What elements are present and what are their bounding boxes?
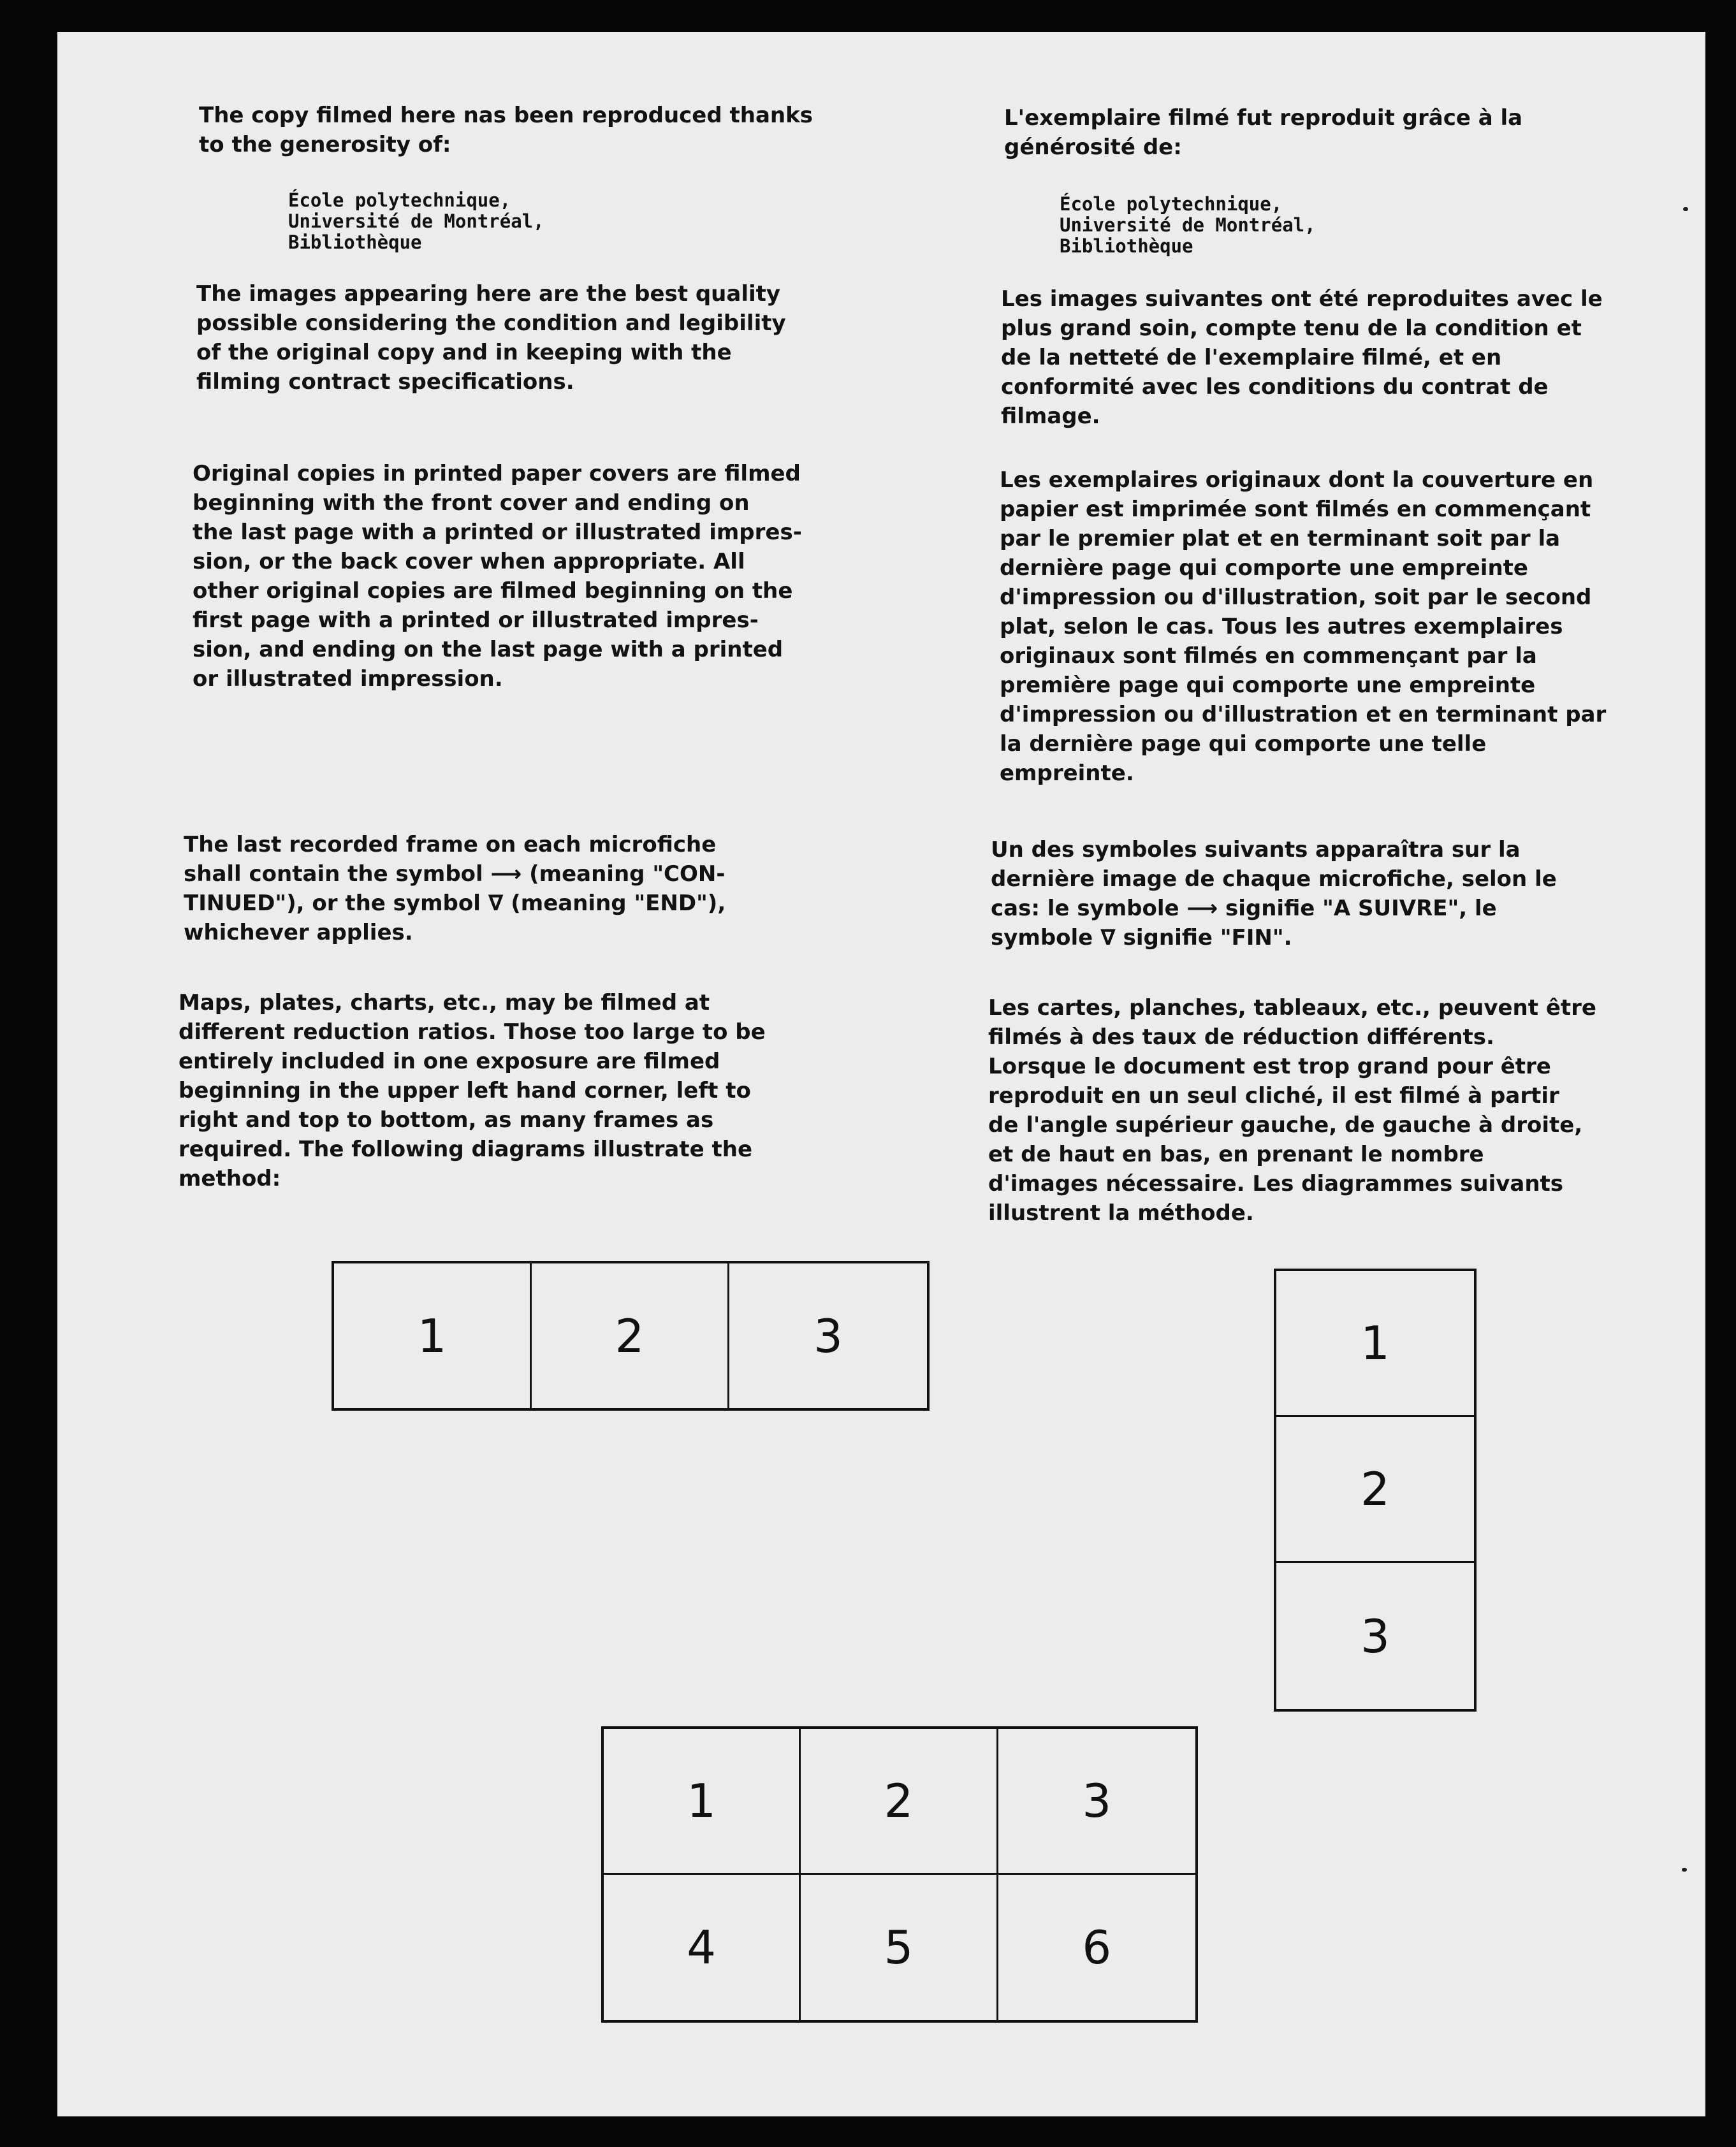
text-line: The last recorded frame on each microfiche xyxy=(184,832,717,857)
text-line: entirely included in one exposure are filmed xyxy=(179,1049,720,1074)
en-quality-paragraph xyxy=(196,279,786,397)
text-line: whichever applies. xyxy=(184,920,413,945)
text-line: filmage. xyxy=(1001,404,1100,429)
text-line: École polytechnique, xyxy=(288,189,511,211)
text-line: conformité avec les conditions du contrat de xyxy=(1001,374,1549,400)
text-line xyxy=(991,894,1557,923)
text-line: possible considering the condition and legibility xyxy=(196,310,786,336)
text-line: filming contract specifications. xyxy=(196,369,574,395)
text-line: Bibliothèque xyxy=(1060,235,1193,257)
text-line: Bibliothèque xyxy=(288,231,422,253)
text-line: reproduit en un seul cliché, il est filmé à partir xyxy=(988,1083,1559,1109)
text-line: d'impression ou d'illustration, soit par le second xyxy=(1000,585,1592,610)
text-line: the last page with a printed or illustrated impres- xyxy=(193,520,802,545)
text-line: originaux sont filmés en commençant par la xyxy=(1000,643,1537,669)
text-line: The images appearing here are the best quality xyxy=(196,281,781,307)
fr-symbols-paragraph xyxy=(991,835,1557,952)
text-line: illustrent la méthode. xyxy=(988,1200,1254,1226)
text-line: papier est imprimée sont filmés en commençant xyxy=(1000,497,1591,522)
text-line: first page with a printed or illustrated impres- xyxy=(193,608,759,633)
text-line: required. The following diagrams illustrate the xyxy=(179,1137,753,1162)
text-line: to the generosity of: xyxy=(199,132,451,157)
text-line xyxy=(991,923,1557,952)
text-line: Original copies in printed paper covers are filmed xyxy=(193,461,801,486)
en-institution xyxy=(288,190,544,253)
text-line: different reduction ratios. Those too large to be xyxy=(179,1019,766,1045)
text-line: other original copies are filmed beginning on the xyxy=(193,578,793,604)
text-fragment: (meaning "END"), xyxy=(511,891,726,916)
microfiche-target-sheet xyxy=(57,32,1705,2116)
text-fragment: TINUED"), or the symbol xyxy=(184,891,481,916)
text-line: Les cartes, planches, tableaux, etc., peuvent être xyxy=(988,995,1596,1021)
frame-cell: 2 xyxy=(801,1729,998,1875)
text-line: beginning with the front cover and ending on xyxy=(193,490,750,516)
fr-institution xyxy=(1060,194,1316,257)
frame-cell: 3 xyxy=(813,1309,843,1363)
frame-cell: 1 xyxy=(334,1263,532,1408)
scan-speck xyxy=(1682,1868,1687,1872)
text-line: Université de Montréal, xyxy=(288,210,544,232)
text-line: par le premier plat et en terminant soit par la xyxy=(1000,526,1561,551)
end-triangle-icon: ∇ xyxy=(488,891,504,916)
text-line xyxy=(184,859,726,889)
diagram-vertical-frames xyxy=(1274,1269,1477,1712)
diagram-grid-frames xyxy=(601,1726,1198,2023)
fr-intro xyxy=(1004,103,1522,162)
continued-arrow-icon: ⟶ xyxy=(1186,896,1218,921)
scan-speck xyxy=(1683,207,1688,211)
text-line: et de haut en bas, en prenant le nombre xyxy=(988,1142,1484,1167)
end-triangle-icon: ∇ xyxy=(1100,925,1116,950)
frame-cell: 1 xyxy=(1276,1271,1474,1417)
text-line: Maps, plates, charts, etc., may be filmed at xyxy=(179,990,710,1015)
frame-cell: 2 xyxy=(1276,1417,1474,1563)
frame-cell: 3 xyxy=(998,1729,1195,1875)
en-symbols-paragraph xyxy=(184,830,726,947)
text-line: Les exemplaires originaux dont la couverture en xyxy=(1000,467,1594,493)
text-line: de la netteté de l'exemplaire filmé, et en xyxy=(1001,345,1502,370)
fr-maps-paragraph xyxy=(988,993,1596,1228)
text-line: sion, or the back cover when appropriate. All xyxy=(193,549,745,574)
text-line: L'exemplaire filmé fut reproduit grâce à la xyxy=(1004,105,1523,131)
text-fragment: symbole xyxy=(991,925,1093,950)
text-line: dernière image de chaque microfiche, selon le xyxy=(991,866,1557,892)
text-line: beginning in the upper left hand corner, left to xyxy=(179,1078,751,1103)
fr-originals-paragraph xyxy=(1000,465,1606,788)
text-line: sion, and ending on the last page with a printed xyxy=(193,637,784,662)
en-intro xyxy=(199,101,813,159)
text-line: filmés à des taux de réduction différents. xyxy=(988,1024,1494,1050)
text-line: Lorsque le document est trop grand pour être xyxy=(988,1054,1551,1079)
text-line: dernière page qui comporte une empreinte xyxy=(1000,555,1528,581)
text-line: la dernière page qui comporte une telle xyxy=(1000,731,1487,757)
text-fragment: signifie "FIN". xyxy=(1123,925,1292,950)
text-line: Les images suivantes ont été reproduites avec le xyxy=(1001,286,1603,312)
text-line: plat, selon le cas. Tous les autres exemplaires xyxy=(1000,614,1563,639)
continued-arrow-icon: ⟶ xyxy=(490,861,522,887)
text-line: plus grand soin, compte tenu de la condition et xyxy=(1001,316,1582,341)
frame-cell: 6 xyxy=(1082,1920,1112,1974)
text-line: première page qui comporte une empreinte xyxy=(1000,673,1536,698)
text-line: The copy filmed here nas been reproduced thanks xyxy=(199,103,813,128)
text-line: d'impression ou d'illustration et en terminant par xyxy=(1000,702,1607,727)
frame-cell: 1 xyxy=(604,1729,801,1875)
text-line: d'images nécessaire. Les diagrammes suivants xyxy=(988,1171,1564,1197)
text-line: École polytechnique, xyxy=(1060,193,1283,215)
diagram-horizontal-frames xyxy=(332,1261,930,1411)
text-line: method: xyxy=(179,1166,281,1191)
text-fragment: signifie "A SUIVRE", le xyxy=(1225,896,1497,921)
frame-cell: 5 xyxy=(801,1875,998,2021)
text-fragment: shall contain the symbol xyxy=(184,861,483,887)
text-line: générosité de: xyxy=(1004,135,1182,160)
en-maps-paragraph xyxy=(179,988,766,1193)
text-fragment: cas: le symbole xyxy=(991,896,1179,921)
text-line: Un des symboles suivants apparaîtra sur la xyxy=(991,837,1521,862)
text-line: de l'angle supérieur gauche, de gauche à droite, xyxy=(988,1112,1583,1138)
frame-cell: 4 xyxy=(604,1875,801,2021)
fr-quality-paragraph xyxy=(1001,284,1603,431)
text-fragment: (meaning "CON- xyxy=(529,861,726,887)
en-originals-paragraph xyxy=(193,459,802,694)
text-line: empreinte. xyxy=(1000,761,1134,786)
frame-cell: 3 xyxy=(1360,1609,1390,1663)
frame-cell: 2 xyxy=(532,1263,729,1408)
text-line: Université de Montréal, xyxy=(1060,214,1316,236)
text-line xyxy=(184,889,726,918)
text-line: or illustrated impression. xyxy=(193,666,503,692)
text-line: of the original copy and in keeping with the xyxy=(196,340,732,365)
text-line: right and top to bottom, as many frames as xyxy=(179,1107,714,1133)
